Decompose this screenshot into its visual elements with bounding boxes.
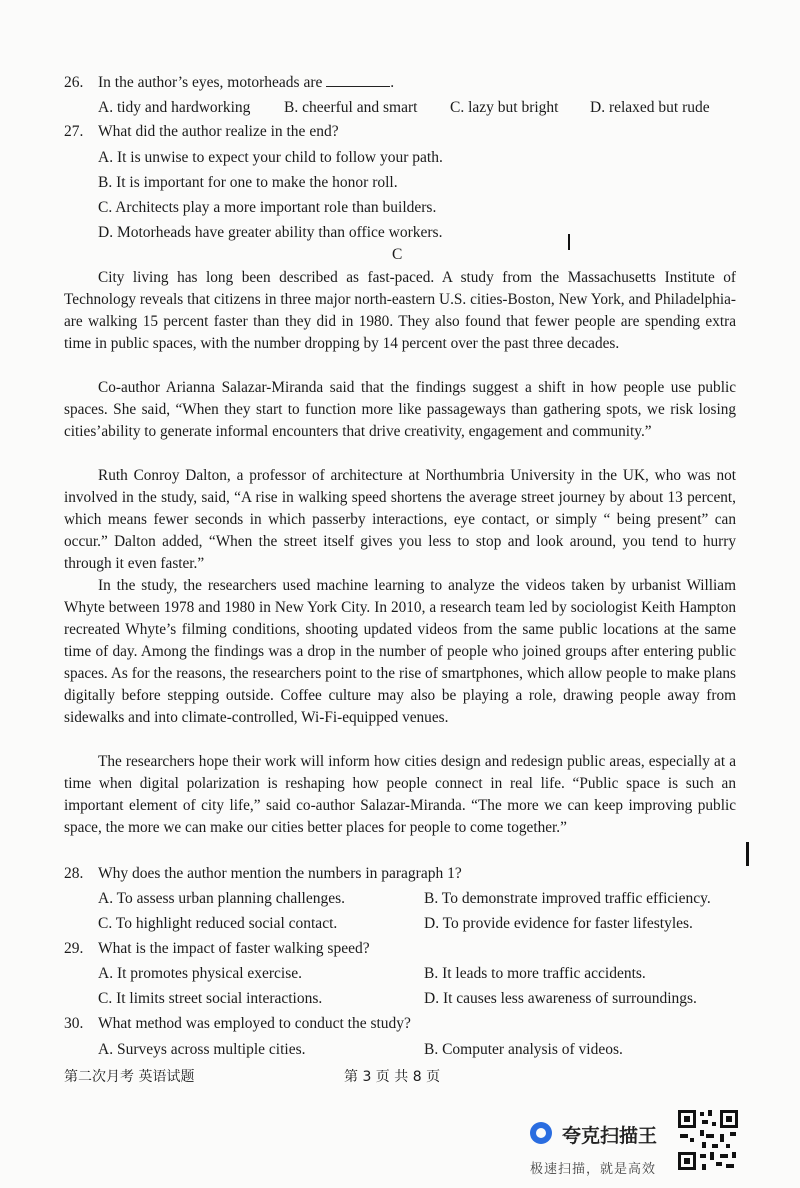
option-27c: C. Architects play a more important role than builders.: [98, 199, 437, 216]
option-26b: B. cheerful and smart: [284, 99, 418, 116]
question-number: 29.: [64, 940, 84, 957]
question-number: 30.: [64, 1015, 84, 1032]
option-27d: D. Motorheads have greater ability than office workers.: [98, 224, 443, 241]
quark-logo-icon: [530, 1122, 552, 1144]
option-26d: D. relaxed but rude: [590, 99, 710, 116]
question-number: 28.: [64, 865, 84, 882]
option-27a: A. It is unwise to expect your child to follow your path.: [98, 149, 443, 166]
footer-page-number: 第 3 页 共 8 页: [344, 1069, 441, 1085]
option-30a: A. Surveys across multiple cities.: [98, 1041, 306, 1058]
question-stem-end: .: [390, 74, 395, 91]
question-29: [64, 939, 370, 959]
option-30b: B. Computer analysis of videos.: [424, 1041, 623, 1058]
option-27b: B. It is important for one to make the honor roll.: [98, 174, 398, 191]
scanner-brand-name: 夸克扫描王: [562, 1125, 658, 1147]
scan-mark: [568, 234, 570, 250]
option-28a: A. To assess urban planning challenges.: [98, 890, 346, 907]
question-stem: In the author’s eyes, motorheads are: [98, 74, 323, 91]
passage-paragraph-5: The researchers hope their work will inform how cities design and redesign public areas, especially at a time when digital polarization is reshaping how people connect in real life. “Public space is such an important element of city life,” said co-author Salazar-Miranda. “The more we can keep improving public space, the more we can make our cities better places for people to come together.”: [64, 753, 736, 836]
question-stem: What is the impact of faster walking speed?: [98, 940, 370, 957]
scan-mark: [746, 842, 749, 866]
question-27: [64, 122, 339, 142]
question-stem: What did the author realize in the end?: [98, 123, 339, 140]
option-28d: D. To provide evidence for faster lifestyles.: [424, 915, 693, 932]
question-number: 26.: [64, 74, 84, 91]
option-26a: A. tidy and hardworking: [98, 99, 251, 116]
answer-blank: [326, 72, 390, 87]
qr-code-icon: [676, 1108, 740, 1172]
question-30: [64, 1014, 411, 1034]
option-29a: A. It promotes physical exercise.: [98, 965, 303, 982]
scanner-tagline: 极速扫描，就是高效: [530, 1162, 657, 1177]
option-26c: C. lazy but bright: [450, 99, 559, 116]
passage-paragraph-1: City living has long been described as fast-paced. A study from the Massachusetts Institute of Technology reveals that citizens in three major north-eastern U.S. cities-Boston, New York, and Philadelphia-are walking 15 percent faster than they did in 1980. They also found that fewer people are spending extra time in public spaces, with the number dropping by 14 percent over the past three decades.: [64, 269, 736, 352]
option-29b: B. It leads to more traffic accidents.: [424, 965, 646, 982]
passage-paragraph-2: Co-author Arianna Salazar-Miranda said that the findings suggest a shift in how people use public spaces. She said, “When they start to function more like passageways than gathering spots, we risk losing cities’ability to generate informal encounters that drive creativity, engagement and community.”: [64, 379, 736, 440]
section-label: C: [392, 246, 403, 263]
question-number: 27.: [64, 123, 84, 140]
option-28b: B. To demonstrate improved traffic efficiency.: [424, 890, 711, 907]
question-26: [64, 72, 394, 93]
passage-paragraph-4: In the study, the researchers used machine learning to analyze the videos taken by urbanist William Whyte between 1978 and 1980 in New York City. In 2010, a research team led by sociologist Keith Hampton recreated Whyte’s filming conditions, shooting updated videos from the same public locations at the same time of day. Among the findings was a drop in the number of people who joined groups after entering public spaces. As for the reasons, the researchers point to the rise of smartphones, which allow people to make plans digitally before stepping outside. Coffee culture may also be playing a role, drawing people away from sidewalks and into climate-controlled, Wi-Fi-equipped venues.: [64, 577, 736, 726]
question-stem: Why does the author mention the numbers in paragraph 1?: [98, 865, 462, 882]
footer-exam-title: 第二次月考 英语试题: [64, 1069, 195, 1085]
option-28c: C. To highlight reduced social contact.: [98, 915, 338, 932]
question-28: [64, 864, 462, 884]
option-29c: C. It limits street social interactions.: [98, 990, 323, 1007]
option-29d: D. It causes less awareness of surroundings.: [424, 990, 697, 1007]
passage-paragraph-3: Ruth Conroy Dalton, a professor of architecture at Northumbria University in the UK, who was not involved in the study, said, “A rise in walking speed shortens the average street journey by about 13 percent, which means fewer seconds in which passerby interactions, eye contact, or simply “ being present” can occur.” Dalton added, “When the street itself gives you less to stop and look around, you tend to hurry through it even faster.”: [64, 467, 736, 572]
question-stem: What method was employed to conduct the study?: [98, 1015, 411, 1032]
